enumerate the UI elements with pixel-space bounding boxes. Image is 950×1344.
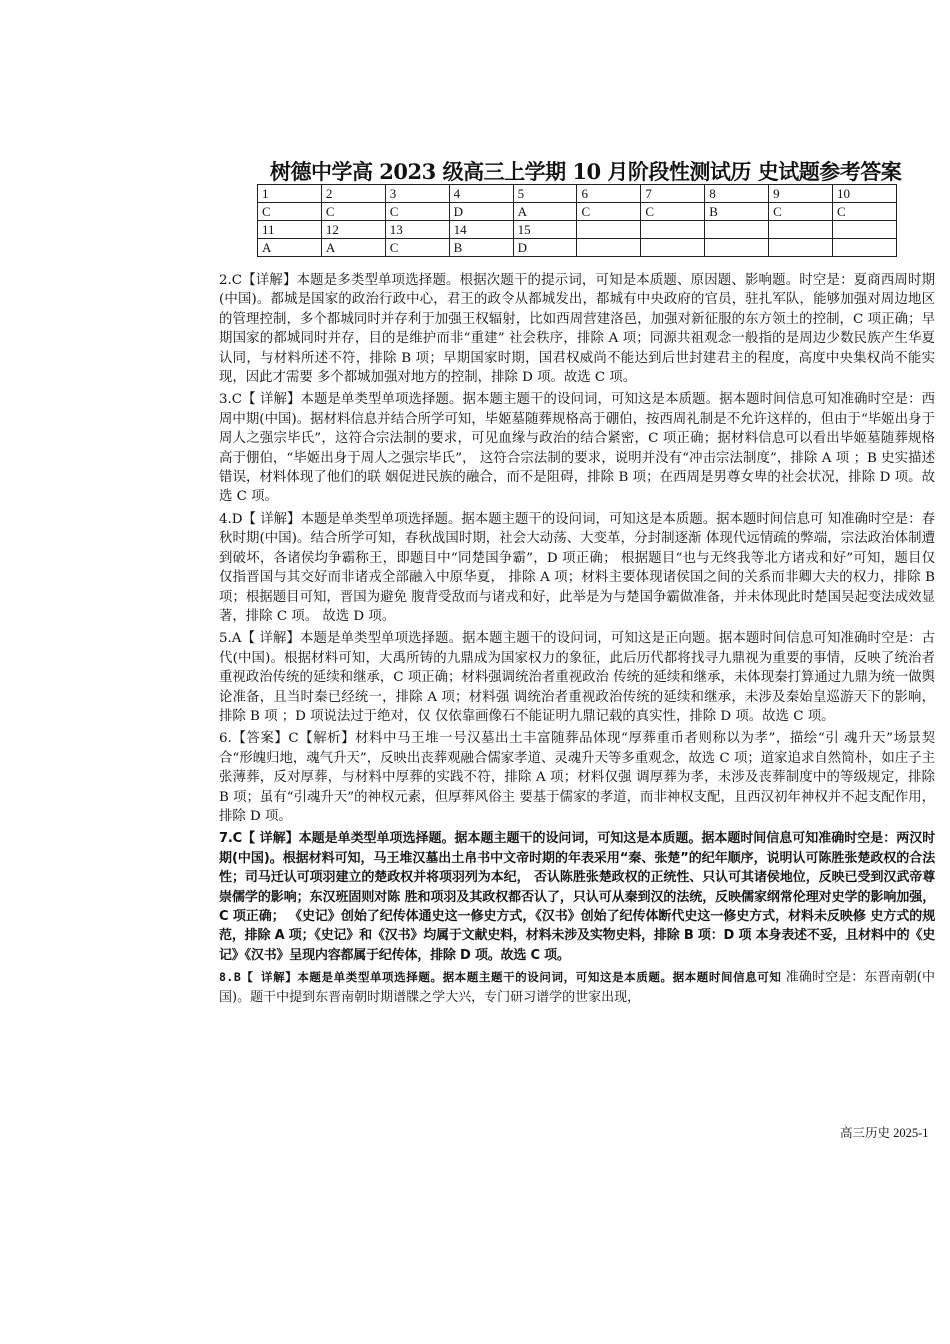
answer-table-cell: 15 [513,221,577,239]
answer-table-cell: 3 [385,185,449,203]
explanation-q8-bold: 8.B【 详解】本题是单类型单项选择题。据本题主题干的设问词，可知这是本质题。据本题时间信息可知 [219,970,782,985]
answer-table-cell [577,239,641,257]
answer-table-cell: D [513,239,577,257]
answer-table-cell [833,239,897,257]
explanation-q4: 4.D【 详解】本题是单类型单项选择题。据本题主题干的设问词，可知这是本质题。据本题时间信息可 知准确时空是：春秋时期(中国)。结合所学可知，春秋战国时期，社会大动荡、大变革，分封制逐渐 体现代远情疏的弊端，宗法政治体制遭到破坏，各诸侯均争霸称王，即题目中“同楚国争霸”，D 项正确； 根据题目“也与无终我等北方诸戎和好”可知，题目仅仅指晋国与其交好而非诸戎全部融入中原华夏， 排除 A 项；材料主要体现诸侯国之间的关系而非卿大夫的权力，排除 B 项；根据题目可知，晋国为避免 腹背受敌而与诸戎和好，此举是为与楚国争霸做准备，并未体现此时楚国吴起变法成效显著，排除 C 项。 故选 D 项。 [219,511,935,624]
answer-table-cell: 14 [449,221,513,239]
answer-table-cell: 8 [705,185,769,203]
answer-table-cell: C [833,203,897,221]
answer-table-cell: 7 [641,185,705,203]
answer-table-cell: A [513,203,577,221]
answer-table-cell: 5 [513,185,577,203]
answer-table-cell: C [577,203,641,221]
explanation-q8 [219,968,935,1007]
answer-table-cell: 1 [258,185,322,203]
answer-table-cell [705,221,769,239]
answer-table-cell: 13 [385,221,449,239]
answer-table-cell: 9 [769,185,833,203]
answer-table-row [258,221,897,239]
answer-table-cell [769,221,833,239]
answer-table-cell: A [258,239,322,257]
answer-table-cell: 2 [321,185,385,203]
answer-table-cell: C [385,203,449,221]
answer-table-cell: C [641,203,705,221]
explanation-q5: 5.A【 详解】本题是单类型单项选择题。据本题主题干的设问词，可知这是正向题。据本题时间信息可知准确时空是：古代(中国)。根据材料可知，大禹所铸的九鼎成为国家权力的象征，此后历代都将找寻九鼎视为重要的事情，反映了统治者重视政治传统的延续和继承，C 项正确；材料强调统治者重视政治 传统的延续和继承，未体现秦打算通过九鼎为统一做舆论准备，且当时秦已经统一，排除 A 项；材料强 调统治者重视政治传统的延续和继承，未涉及秦始皇巡游天下的影响，排除 B 项 ；D 项说法过于绝对，仅 仅依靠画像石不能证明九鼎记载的真实性，排除 D 项。故选 C 项。 [219,631,935,724]
answer-table-cell [705,239,769,257]
explanations [219,271,935,1010]
answer-table-cell: 12 [321,221,385,239]
answer-table-cell: C [385,239,449,257]
explanation-q6: 6.【答案】C【解析】材料中马王堆一号汉墓出土丰富随葬品体现“厚葬重币者则称以为孝”，描绘“引 魂升天”场景契合“形魄归地，魂气升天”，反映出丧葬观融合儒家孝道、灵魂升天等多重观念，故选 C 项；道家追求自然简朴，如庄子主张薄葬，反对厚葬，与材料中厚葬的实践不符，排除 A 项；材料仅强 调厚葬为孝，未涉及丧葬制度中的等级规定，排除 B 项；虽有“引魂升天”的神权元素，但厚葬风俗主 要基于儒家的孝道，而非神权支配，且西汉初年神权并不起支配作用，排除 D 项。 [219,731,935,824]
page-footer: 高三历史 2025-1 [840,1126,929,1140]
answer-table [257,184,897,257]
answer-table-cell: C [321,203,385,221]
answer-table-cell: C [258,203,322,221]
answer-table-cell: A [321,239,385,257]
answer-table-cell: 10 [833,185,897,203]
answer-table-cell: D [449,203,513,221]
answer-table-cell: 6 [577,185,641,203]
page-title: 树德中学高 2023 级高三上学期 10 月阶段性测试历 史试题参考答案 [270,159,902,184]
answer-table-cell: B [705,203,769,221]
answer-table-cell: 11 [258,221,322,239]
answer-table-cell [577,221,641,239]
answer-table-cell [833,221,897,239]
answer-table-cell: C [769,203,833,221]
explanation-q8-rest: 准确时空是：东晋南朝(中国)。题干中提到东晋南朝时期谱牒之学大兴，专门研习谱学的世家出现， [219,970,935,1005]
answer-table-row [258,203,897,221]
answer-table-cell: 4 [449,185,513,203]
answer-table-row [258,239,897,257]
explanation-q7: 7.C【 详解】本题是单类型单项选择题。据本题主题干的设问词，可知这是本质题。据本题时间信息可知准确时空是：两汉时期(中国)。根据材料可知，马王堆汉墓出土帛书中文帝时期的年表采用“秦、张楚”的纪年顺序，说明认可陈胜张楚政权的合法性；司马迁认可项羽建立的楚政权并将项羽列为本纪， 否认陈胜张楚政权的正统性、只认可其诸侯地位，反映已受到汉武帝尊崇儒学的影响；东汉班固则对陈 胜和项羽及其政权都否认了，只认可从秦到汉的法统，反映儒家纲常伦理对史学的影响加强，C 项正确； 《史记》创始了纪传体通史这一修史方式，《汉书》创始了纪传体断代史这一修史方式，材料未反映修 史方式的规范，排除 A 项；《史记》和《汉书》均属于文献史料，材料未涉及实物史料，排除 B 项：D 项 本身表述不妥，且材料中的《史记》《汉书》呈现内容都属于纪传体，排除 D 项。故选 C 项。 [219,831,935,963]
explanation-q3: 3.C【 详解】本题是单类型单项选择题。据本题主题干的设问词，可知这是本质题。据本题时间信息可知准确时空是：西周中期(中国)。据材料信息并结合所学可知，毕姬墓随葬规格高于硼伯，按西周礼制是不允许这样的，但由于“毕姬出身于周人之强宗毕氏”，这符合宗法制的要求，可见血缘与政治的结合紧密，C 项正确；据材料信息可以看出毕姬墓随葬规格高于倗伯，“毕姬出身于周人之强宗毕氏”， 这符合宗法制的要求，说明并没有“冲击宗法制度”，排除 A 项 ；B 史实描述错误，材料体现了他们的联 姻促进民族的融合，而不是阻碍，排除 B 项；在西周是男尊女卑的社会状况，排除 D 项。故选 C 项。 [219,392,935,505]
answer-table-cell: B [449,239,513,257]
explanation-q2: 2.C【详解】本题是多类型单项选择题。根据次题干的提示词，可知是本质题、原因题、影响题。时空是：夏商西周时期(中国)。都城是国家的政治行政中心，君王的政令从都城发出，都城有中央政府的官员，驻扎军队，能够加强对周边地区的管理控制，多个都城同时并存利于加强王权辐射，比如西周营建洛邑，加强对新征服的东方领土的控制，C 项正确；早期国家的都城同时并存，目的是维护而非“重建” 社会秩序，排除 A 项；同源共祖观念一般指的是周边少数民族产生华夏认同，与材料所述不符，排除 B 项；早期国家时期，国君权威尚不能达到后世封建君主的程度，高度中央集权尚不能实现，因此才需要 多个都城加强对地方的控制，排除 D 项。故选 C 项。 [219,273,935,386]
answer-table-row [258,185,897,203]
answer-table-cell [641,221,705,239]
answer-table-cell [769,239,833,257]
answer-table-cell [641,239,705,257]
